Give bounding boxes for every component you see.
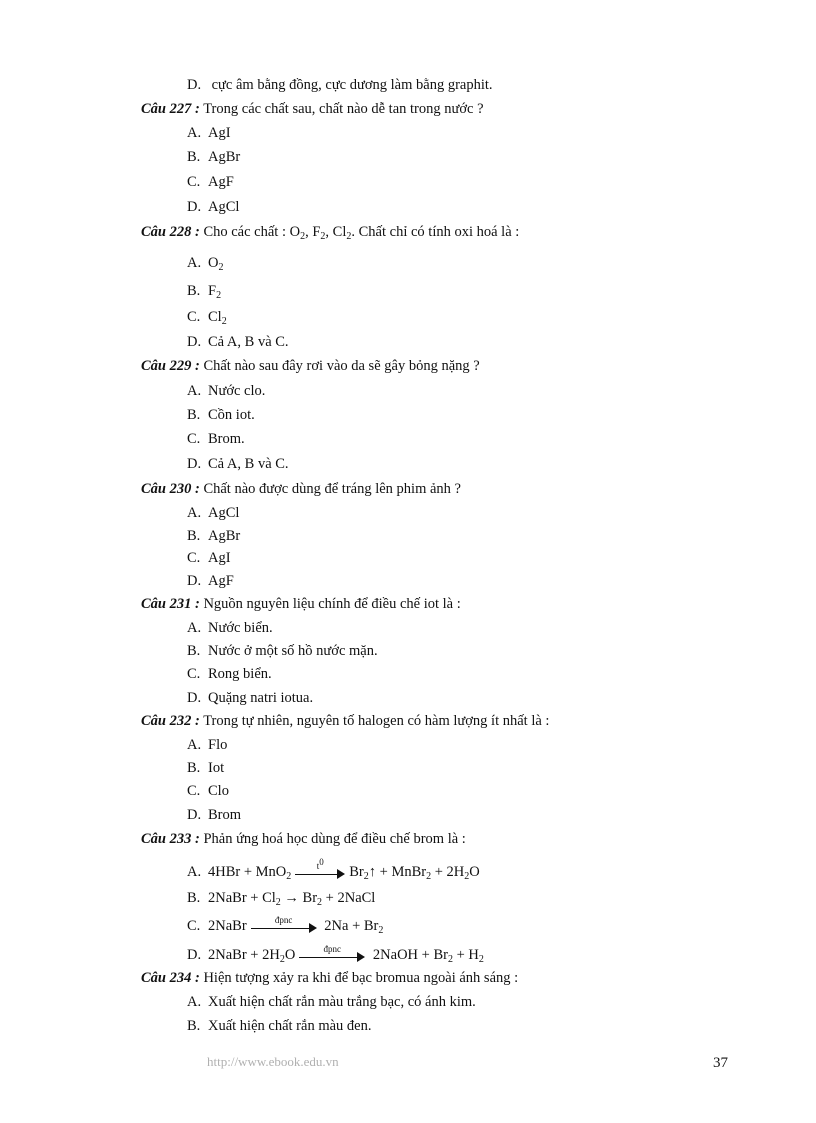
option-label: D. xyxy=(187,573,202,589)
question-233 xyxy=(141,830,466,848)
option-text: AgBr xyxy=(208,149,241,165)
option-label: B. xyxy=(187,760,201,776)
q228-option-b xyxy=(187,282,221,300)
option-text: Nước ở một số hồ nước mặn. xyxy=(208,643,378,659)
question-number: Câu 229 : xyxy=(141,358,200,374)
option-label: C. xyxy=(187,431,201,447)
option-text: Clo xyxy=(208,783,229,799)
question-text: Cho các chất : $O_2$, $F_2$, $Cl_2$. Chất chỉ có tính oxi hoá là : xyxy=(203,224,520,242)
option-label: B. xyxy=(187,528,201,544)
q230-option-d xyxy=(187,572,234,590)
question-number: Câu 227 : xyxy=(141,101,200,117)
option-text: AgCl xyxy=(208,199,240,215)
q230-option-c xyxy=(187,549,231,567)
question-number: Câu 234 : xyxy=(141,970,200,986)
question-text: Hiện tượng xảy ra khi để bạc bromua ngoài ánh sáng : xyxy=(203,970,519,986)
option-label: D. xyxy=(187,947,202,963)
option-text: Nước biển. xyxy=(208,620,273,636)
option-text: $F_2$ xyxy=(208,283,222,301)
reaction-arrow-icon: $t^0$ xyxy=(295,866,345,880)
q231-option-b xyxy=(187,642,378,660)
question-text: Nguồn nguyên liệu chính để điều chế iot là : xyxy=(203,596,461,612)
option-label: B. xyxy=(187,283,201,299)
question-231 xyxy=(141,595,461,613)
q230-option-a xyxy=(187,504,239,522)
reaction-arrow-icon: → xyxy=(284,890,299,906)
q232-option-d xyxy=(187,806,241,824)
option-label: B. xyxy=(187,890,201,906)
option-text: AgBr xyxy=(208,528,241,544)
question-232 xyxy=(141,712,549,730)
option-text: Quặng natri iotua. xyxy=(208,690,314,706)
q227-option-d xyxy=(187,198,239,216)
q226-option-d xyxy=(187,76,493,94)
footer-url-link[interactable]: http://www.ebook.edu.vn xyxy=(207,1054,339,1069)
q234-option-a xyxy=(187,993,476,1011)
equation: 2NaBr + $2H_2O$ đpnc 2NaOH + $Br_2 + H_2$ xyxy=(208,943,484,965)
reaction-arrow-icon: đpnc xyxy=(251,920,317,934)
question-text: Trong các chất sau, chất nào dễ tan trong nước ? xyxy=(203,101,484,117)
option-label: A. xyxy=(187,620,202,636)
option-text: Brom xyxy=(208,807,242,823)
option-text: Xuất hiện chất rắn màu trắng bạc, có ánh kim. xyxy=(208,994,476,1010)
page-number: 37 xyxy=(713,1055,728,1071)
question-234 xyxy=(141,969,518,987)
question-text: Phản ứng hoá học dùng để điều chế brom là : xyxy=(203,831,466,847)
q229-option-a xyxy=(187,382,265,400)
option-label: A. xyxy=(187,994,202,1010)
option-text: cực âm bằng đồng, cực dương làm bằng graphit. xyxy=(211,77,493,93)
option-label: C. xyxy=(187,918,201,934)
option-text: AgCl xyxy=(208,505,240,521)
q232-option-a xyxy=(187,736,227,754)
option-text: Cả A, B và C. xyxy=(208,456,289,472)
option-label: A. xyxy=(187,383,202,399)
option-label: A. xyxy=(187,864,202,880)
question-number: Câu 232 : xyxy=(141,713,200,729)
option-text: Nước clo. xyxy=(208,383,266,399)
option-text: $O_2$ xyxy=(208,255,224,273)
equation: 2NaBr + $Cl_2 \to Br_2$ + 2NaCl xyxy=(208,890,376,908)
option-text: Cồn iot. xyxy=(208,407,255,423)
option-text: Brom. xyxy=(208,431,245,447)
option-text: Rong biển. xyxy=(208,666,272,682)
q231-option-d xyxy=(187,689,313,707)
option-label: D. xyxy=(187,690,202,706)
equation: 4HBr + MnO$_2$ $t^0$ $Br_2↑$ + MnBr$_2$ + $2H_2O$ xyxy=(208,856,480,882)
option-text: AgF xyxy=(208,573,234,589)
option-label: A. xyxy=(187,505,202,521)
q231-option-a xyxy=(187,619,273,637)
question-text: Chất nào sau đây rơi vào da sẽ gây bỏng nặng ? xyxy=(203,358,480,374)
question-228 xyxy=(141,223,519,241)
q231-option-c xyxy=(187,665,272,683)
option-label: C. xyxy=(187,783,201,799)
question-229 xyxy=(141,357,480,375)
option-label: D. xyxy=(187,334,202,350)
option-text: Flo xyxy=(208,737,228,753)
option-text: Cả A, B và C. xyxy=(208,334,289,350)
equation: 2NaBr đpnc $2Na + Br_2$ xyxy=(208,914,384,936)
q233-option-c xyxy=(187,914,384,936)
option-text: AgF xyxy=(208,174,234,190)
option-label: C. xyxy=(187,666,201,682)
q230-option-b xyxy=(187,527,240,545)
option-label: A. xyxy=(187,125,202,141)
question-227 xyxy=(141,100,484,118)
q229-option-c xyxy=(187,430,245,448)
option-label: C. xyxy=(187,550,201,566)
option-label: B. xyxy=(187,149,201,165)
reaction-arrow-icon: đpnc xyxy=(299,949,365,963)
option-label: C. xyxy=(187,309,201,325)
option-label: D. xyxy=(187,199,202,215)
option-text: Xuất hiện chất rắn màu đen. xyxy=(208,1018,372,1034)
option-label: B. xyxy=(187,643,201,659)
q232-option-b xyxy=(187,759,224,777)
option-label: D. xyxy=(187,77,202,93)
option-label: C. xyxy=(187,174,201,190)
question-number: Câu 233 : xyxy=(141,831,200,847)
question-number: Câu 231 : xyxy=(141,596,200,612)
q228-option-c xyxy=(187,308,227,326)
question-text: Trong tự nhiên, nguyên tố halogen có hàm lượng ít nhất là : xyxy=(203,713,550,729)
q229-option-b xyxy=(187,406,255,424)
q233-option-d xyxy=(187,943,484,965)
question-number: Câu 230 : xyxy=(141,481,200,497)
q229-option-d xyxy=(187,455,289,473)
q227-option-b xyxy=(187,148,240,166)
q228-option-d xyxy=(187,333,289,351)
question-230 xyxy=(141,480,461,498)
question-text: Chất nào được dùng để tráng lên phim ảnh ? xyxy=(203,481,461,497)
option-label: B. xyxy=(187,407,201,423)
option-text: $Cl_2$ xyxy=(208,309,227,327)
option-text: AgI xyxy=(208,125,231,141)
option-label: B. xyxy=(187,1018,201,1034)
q227-option-a xyxy=(187,124,231,142)
q234-option-b xyxy=(187,1017,371,1035)
q233-option-b xyxy=(187,889,375,907)
q228-option-a xyxy=(187,254,223,272)
option-label: A. xyxy=(187,737,202,753)
q232-option-c xyxy=(187,782,229,800)
q227-option-c xyxy=(187,173,234,191)
q233-option-a xyxy=(187,856,480,882)
question-number: Câu 228 : xyxy=(141,224,200,240)
option-label: A. xyxy=(187,255,202,271)
option-label: D. xyxy=(187,456,202,472)
option-text: Iot xyxy=(208,760,225,776)
option-text: AgI xyxy=(208,550,231,566)
option-label: D. xyxy=(187,807,202,823)
